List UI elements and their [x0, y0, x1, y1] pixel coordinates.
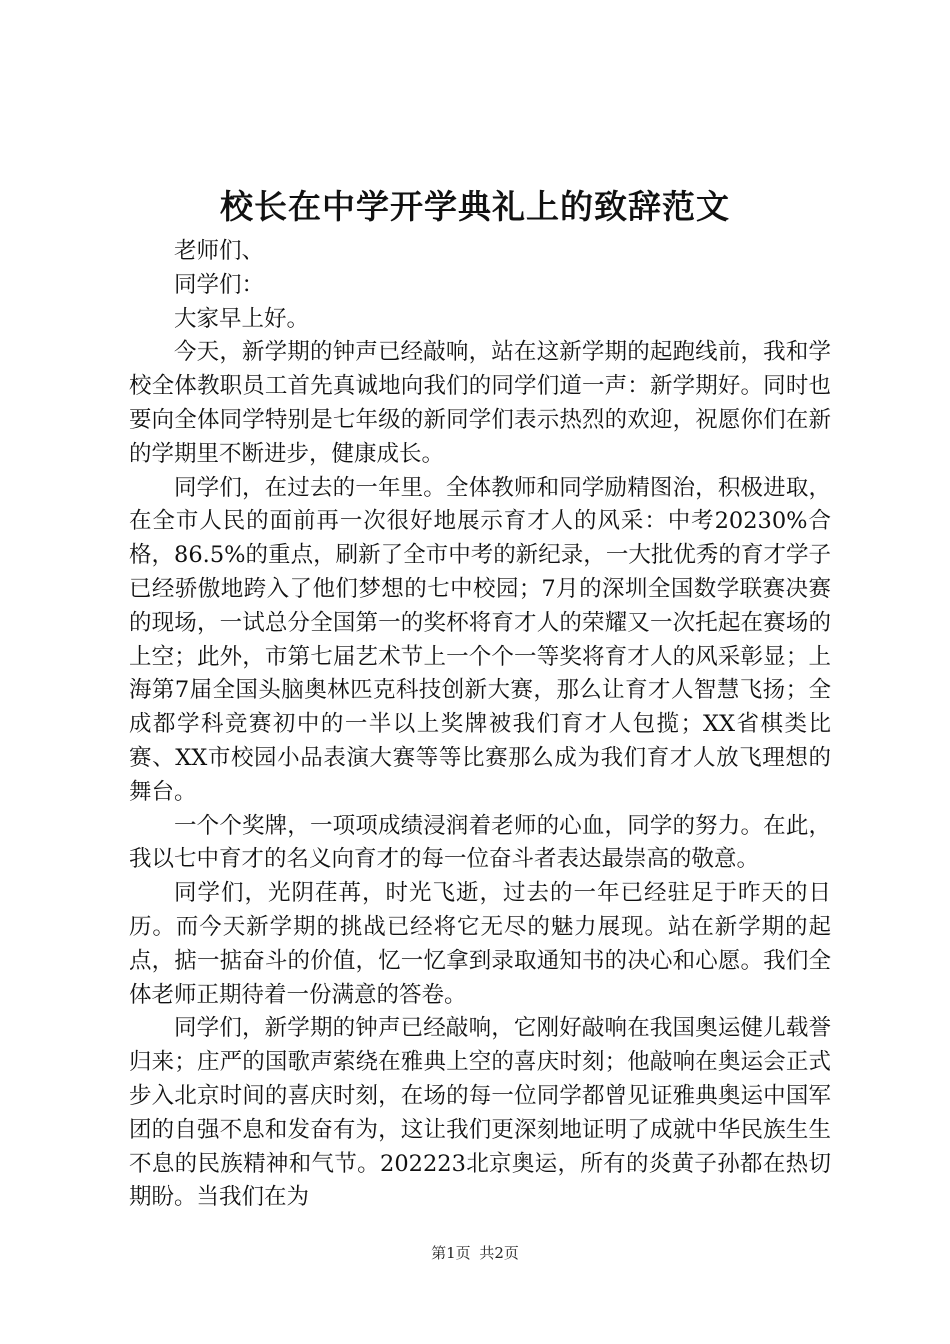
- greeting-morning: 大家早上好。: [174, 305, 310, 332]
- greeting-students: 同学们：: [174, 271, 265, 298]
- page-total: 共2页: [479, 1244, 519, 1262]
- paragraph: 同学们，新学期的钟声已经敲响，它刚好敲响在我国奥运健儿载誉归来；庄严的国歌声萦绕在雅典上空的喜庆时刻；他敲响在奥运会正式步入北京时间的喜庆时刻，在场的每一位同学都曾见证雅典奥运中国军团的自强不息和发奋有为，这让我们更深刻地证明了成就中华民族生生不息的民族精神和气节。202223北京奥运，所有的炎黄子孙都在热切期盼。当我们在为: [129, 1015, 831, 1211]
- paragraph: 同学们，在过去的一年里。全体教师和同学励精图治，积极进取，在全市人民的面前再一次很好地展示育才人的风采：中考20230%合格，86.5%的重点，刷新了全市中考的新纪录，一大批优秀的育才学子已经骄傲地跨入了他们梦想的七中校园；7月的深圳全国数学联赛决赛的现场，一试总分全国第一的奖杯将育才人的荣耀又一次托起在赛场的上空；此外，市第七届艺术节上一个个一等奖将育才人的风采彰显；上海第7届全国头脑奥林匹克科技创新大赛，那么让育才人智慧飞扬；全成都学科竞赛初中的一半以上奖牌被我们育才人包揽；XX省棋类比赛、XX市校园小品表演大赛等等比赛那么成为我们育才人放飞理想的舞台。: [129, 474, 831, 805]
- paragraph: 一个个奖牌，一项项成绩浸润着老师的心血，同学的努力。在此，我以七中育才的名义向育才的每一位奋斗者表达最崇高的敬意。: [129, 812, 831, 873]
- page-number: 第1页: [431, 1244, 471, 1262]
- paragraph: 同学们，光阴荏苒，时光飞逝，过去的一年已经驻足于昨天的日历。而今天新学期的挑战已经将它无尽的魅力展现。站在新学期的起点，掂一掂奋斗的价值，忆一忆拿到录取通知书的决心和心愿。我们全体老师正期待着一份满意的答卷。: [129, 880, 831, 1008]
- paragraph: 今天，新学期的钟声已经敲响，站在这新学期的起跑线前，我和学校全体教职员工首先真诚地向我们的同学们道一声：新学期好。同时也要向全体同学特别是七年级的新同学们表示热烈的欢迎，祝愿你们在新的学期里不断进步，健康成长。: [129, 339, 831, 467]
- page-footer: [0, 1243, 950, 1263]
- document-title: 校长在中学开学典礼上的致辞范文: [220, 187, 730, 226]
- greeting-teachers: 老师们、: [174, 238, 265, 264]
- document-body: [129, 235, 831, 1215]
